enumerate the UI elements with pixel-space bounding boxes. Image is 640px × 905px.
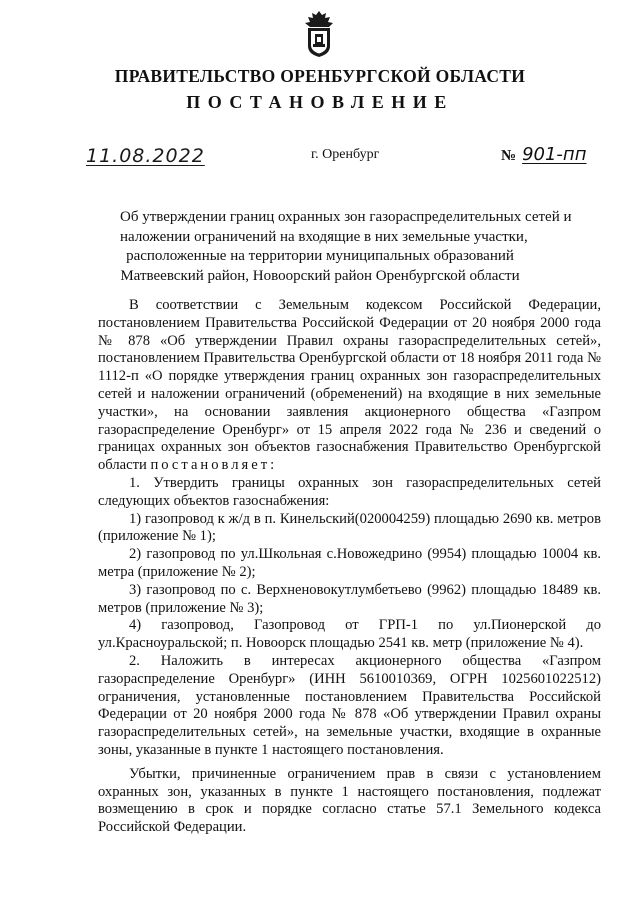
document-number: [501, 144, 586, 165]
organization-name: ПРАВИТЕЛЬСТВО ОРЕНБУРГСКОЙ ОБЛАСТИ: [114, 66, 526, 86]
document-body: [98, 297, 601, 837]
number-value: 901-пп: [522, 144, 587, 165]
sub-item-1: 1) газопровод к ж/д в п. Кинельский(020004259) площадью 2690 кв. метров (приложение № 1);: [98, 510, 601, 545]
losses-paragraph: Убытки, причиненные ограничением прав в связи с установлением охранных зон, указанных в пункте 1 настоящего постановления, подлежат возмещению в срок и порядке согласно статье 57.1 Земельного кодекса Российской Федерации.: [98, 765, 601, 836]
document-date: 11.08.2022: [86, 145, 205, 167]
intro-paragraph: [98, 297, 601, 475]
document-type: ПОСТАНОВЛЕНИЕ: [186, 92, 454, 112]
coat-of-arms-icon: [302, 10, 336, 58]
item-2: 2. Наложить в интересах акционерного общества «Газпром газораспределение Оренбург» (ИНН 5610010369, ОГРН 1025601022512) ограничения, установленные постановлением Правительства Российской Федерации от 20 ноября 2000 года № 878 «Об утверждении Правил охраны газораспределительных сетей», на земельные участки, входящие в охранные зоны, указанные в пункте 1 настоящего постановления.: [98, 652, 601, 758]
sub-item-4: 4) газопровод, Газопровод от ГРП-1 по ул.Пионерской до ул.Красноуральской; п. Новоорск площадью 2541 кв. метр (приложение № 4).: [98, 617, 601, 652]
document-city: г. Оренбург: [311, 147, 380, 162]
number-sign: №: [501, 148, 517, 164]
title-line: Об утверждении границ охранных зон газораспределительных сетей и: [120, 209, 572, 225]
intro-text: В соответствии с Земельным кодексом Российской Федерации, постановлением Правительства Российской Федерации от 20 ноября 2000 года № 878 «Об утверждении Правил охраны газораспределительных сетей», постановлением Правительства Оренбургской области от 18 ноября 2011 года № 1112-п «О порядке утверждения границ охранных зон газораспределительных сетей и наложении ограничений (обременений) на входящие в них земельные участки», на основании заявления акционерного общества «Газпром газораспределение Оренбург» от 15 апреля 2022 года № 236 и сведений о границах охранных зон объектов газоснабжения Правительство Оренбургской области: [98, 297, 601, 474]
sub-item-2: 2) газопровод по ул.Школьная с.Новожедрино (9954) площадью 10004 кв. метра (приложение № 2);: [98, 546, 601, 580]
title-line: расположенные на территории муниципальных образований: [126, 248, 514, 264]
title-line: Матвеевский район, Новоорский район Оренбургской области: [120, 267, 520, 284]
sub-item-3: 3) газопровод по с. Верхненовокутлумбетьево (9962) площадью 18489 кв. метров (приложение № 3);: [98, 581, 601, 616]
document-title: [120, 208, 572, 286]
resolves-word: постановляет:: [150, 457, 278, 474]
title-line: наложении ограничений на входящие в них земельные участки,: [120, 228, 528, 245]
item-1: 1. Утвердить границы охранных зон газораспределительных сетей следующих объектов газоснабжения:: [98, 474, 601, 509]
